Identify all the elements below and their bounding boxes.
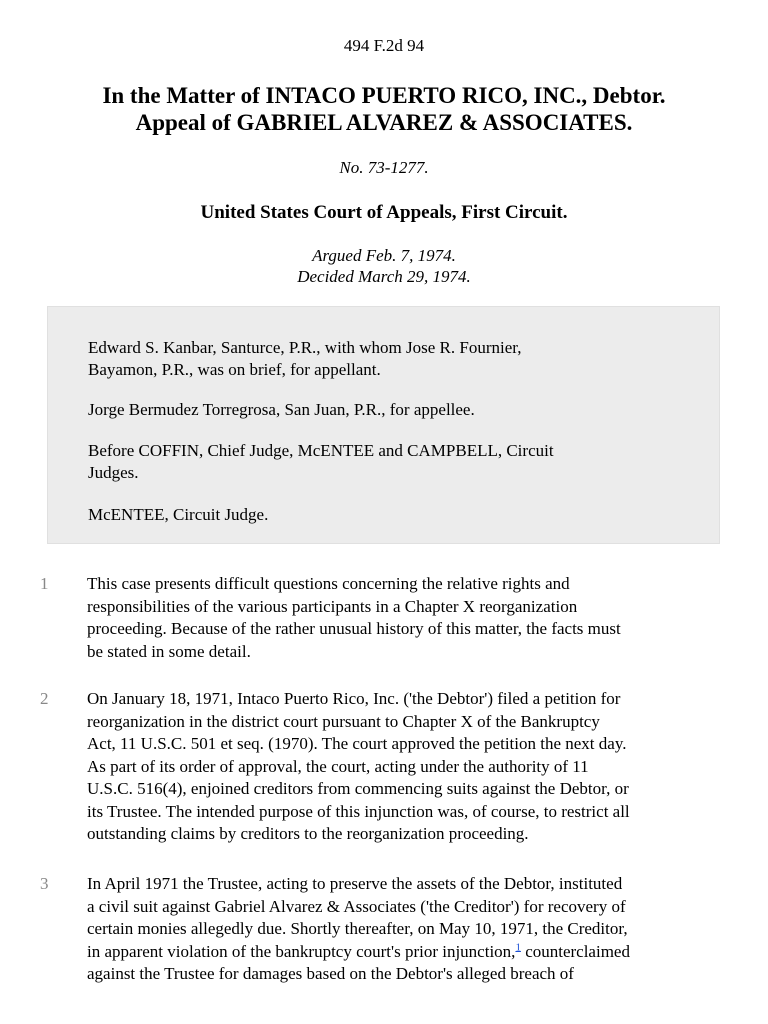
footnote-link[interactable]: 1	[515, 940, 521, 953]
court-name: United States Court of Appeals, First Circuit.	[200, 202, 568, 223]
appellee-counsel: Jorge Bermudez Torregrosa, San Juan, P.R., for appellee.	[88, 400, 475, 419]
paragraph-line: certain monies allegedly due. Shortly thereafter, on May 10, 1971, the Creditor,	[87, 919, 628, 938]
paragraph-text	[87, 688, 727, 846]
paragraph-line-segment: counterclaimed	[520, 941, 630, 961]
opinion-author: McENTEE, Circuit Judge.	[88, 505, 269, 524]
paragraph-line: This case presents difficult questions concerning the relative rights and	[87, 574, 570, 593]
paragraph-line: Act, 11 U.S.C. 501 et seq. (1970). The court approved the petition the next day.	[87, 734, 627, 753]
paragraph-number: 1	[40, 574, 49, 593]
bench-panel-line-2: Judges.	[88, 463, 139, 482]
paragraph-line: proceeding. Because of the rather unusual history of this matter, the facts must	[87, 619, 621, 638]
paragraph-line: In April 1971 the Trustee, acting to preserve the assets of the Debtor, instituted	[87, 874, 623, 893]
paragraph-line: outstanding claims by creditors to the reorganization proceeding.	[87, 824, 529, 843]
paragraph-line: reorganization in the district court pursuant to Chapter X of the Bankruptcy	[87, 711, 600, 731]
paragraph-line-segment: in apparent violation of the bankruptcy court's prior injunction,	[87, 941, 516, 961]
appellant-counsel-line-2: Bayamon, P.R., was on brief, for appellant.	[88, 360, 381, 379]
paragraph-line: against the Trustee for damages based on the Debtor's alleged breach of	[87, 964, 574, 983]
paragraph-line: On January 18, 1971, Intaco Puerto Rico, Inc. ('the Debtor') filed a petition for	[87, 689, 621, 708]
appellant-counsel	[88, 337, 668, 381]
paragraph-number: 2	[40, 689, 49, 708]
case-citation: 494 F.2d 94	[343, 36, 425, 55]
decided-date: Decided March 29, 1974.	[297, 267, 471, 286]
paragraph-line: U.S.C. 516(4), enjoined creditors from commencing suits against the Debtor, or	[87, 779, 629, 798]
case-title-line-1: In the Matter of INTACO PUERTO RICO, INC., Debtor.	[102, 83, 666, 108]
argued-date: Argued Feb. 7, 1974.	[312, 246, 456, 265]
paragraph-line: As part of its order of approval, the court, acting under the authority of 11	[87, 756, 589, 776]
counsel-box	[47, 306, 720, 544]
case-dates	[0, 245, 768, 287]
paragraph-line: a civil suit against Gabriel Alvarez & Associates ('the Creditor') for recovery of	[87, 896, 626, 916]
docket-number: No. 73-1277.	[339, 158, 429, 177]
paragraph-line: be stated in some detail.	[87, 641, 251, 661]
paragraph-text	[87, 873, 727, 986]
case-title-line-2: Appeal of GABRIEL ALVAREZ & ASSOCIATES.	[135, 110, 633, 135]
bench-panel	[88, 440, 668, 484]
paragraph-line: responsibilities of the various participants in a Chapter X reorganization	[87, 596, 578, 616]
paragraph-line: its Trustee. The intended purpose of this injunction was, of course, to restrict all	[87, 801, 630, 821]
paragraph-number: 3	[40, 874, 49, 893]
case-title	[0, 82, 768, 136]
paragraph-line	[87, 941, 727, 964]
bench-panel-line-1: Before COFFIN, Chief Judge, McENTEE and CAMPBELL, Circuit	[88, 441, 554, 460]
appellant-counsel-line-1: Edward S. Kanbar, Santurce, P.R., with whom Jose R. Fournier,	[88, 338, 522, 357]
paragraph-text	[87, 573, 727, 663]
